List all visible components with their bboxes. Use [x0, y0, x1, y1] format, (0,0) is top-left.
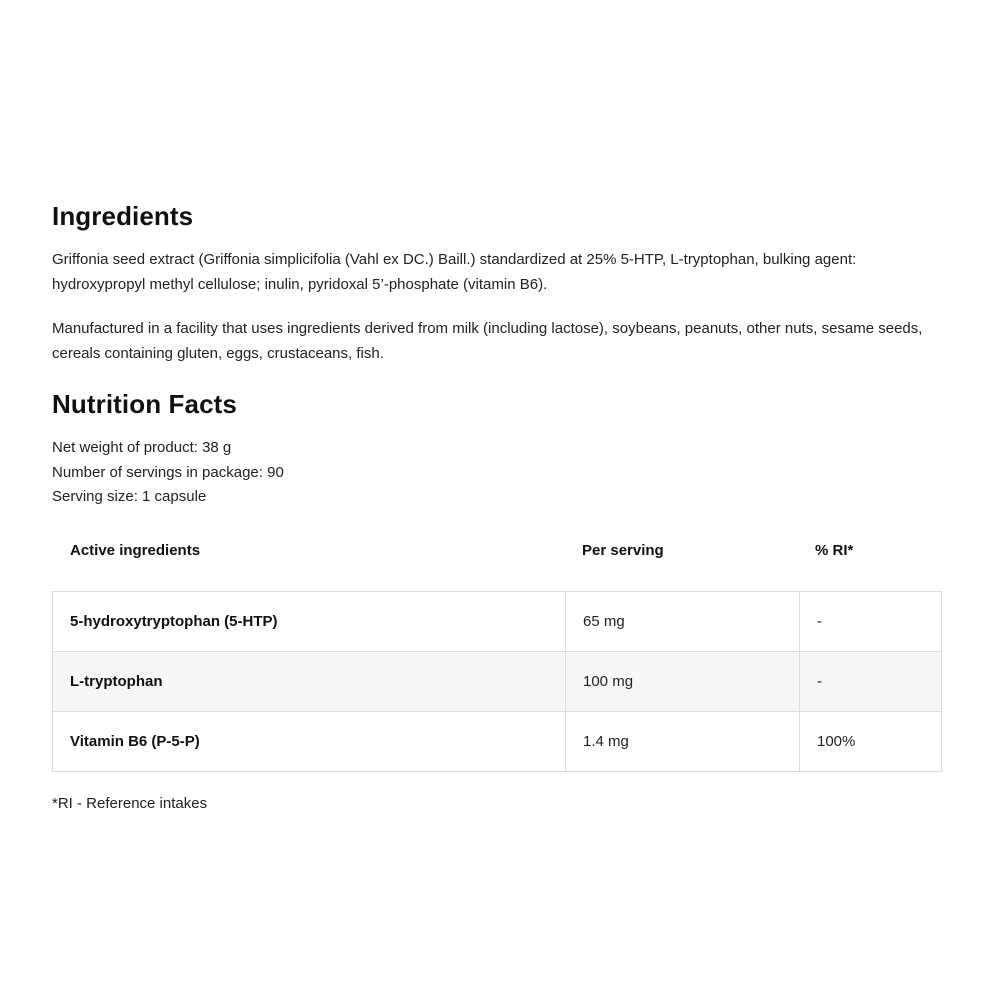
- nutrition-facts-heading: Nutrition Facts: [52, 389, 237, 419]
- nutrition-table: [52, 591, 942, 772]
- ingredients-text: Griffonia seed extract (Griffonia simplicifolia (Vahl ex DC.) Baill.) standardized at 25% 5-HTP, L-tryptophan, bulking agent: hydroxypropyl methyl cellulose; inulin, pyridoxal 5’-phosphate (vitamin B6).: [52, 251, 857, 293]
- ingredient-ri: -: [800, 651, 942, 711]
- header-active-ingredients: Active ingredients: [70, 541, 201, 559]
- net-weight: Net weight of product: 38 g: [52, 439, 232, 456]
- nutrition-facts-list: [52, 436, 942, 510]
- ingredient-name: Vitamin B6 (P-5-P): [53, 711, 566, 771]
- ingredient-amount: 65 mg: [566, 591, 800, 651]
- ingredient-amount: 1.4 mg: [566, 711, 800, 771]
- ingredient-name: L-tryptophan: [53, 651, 566, 711]
- table-row: [53, 651, 942, 711]
- product-info-section: [52, 198, 942, 816]
- nutrition-table-header: [52, 526, 942, 575]
- table-row: [53, 591, 942, 651]
- ingredient-amount: 100 mg: [566, 651, 800, 711]
- ingredient-ri: -: [800, 591, 942, 651]
- servings-count: Number of servings in package: 90: [52, 463, 284, 481]
- ri-footnote: *RI - Reference intakes: [52, 794, 208, 812]
- table-row: [53, 711, 942, 771]
- serving-size: Serving size: 1 capsule: [52, 488, 207, 505]
- allergen-notice: Manufactured in a facility that uses ingredients derived from milk (including lactose), soybeans, peanuts, other nuts, sesame seeds, cereals containing gluten, eggs, crustaceans, fish.: [52, 320, 923, 362]
- ingredient-ri: 100%: [800, 711, 942, 771]
- ingredient-name: 5-hydroxytryptophan (5-HTP): [53, 591, 566, 651]
- header-per-serving: Per serving: [582, 541, 664, 559]
- header-ri: % RI*: [815, 541, 854, 559]
- ingredients-heading: Ingredients: [52, 201, 194, 231]
